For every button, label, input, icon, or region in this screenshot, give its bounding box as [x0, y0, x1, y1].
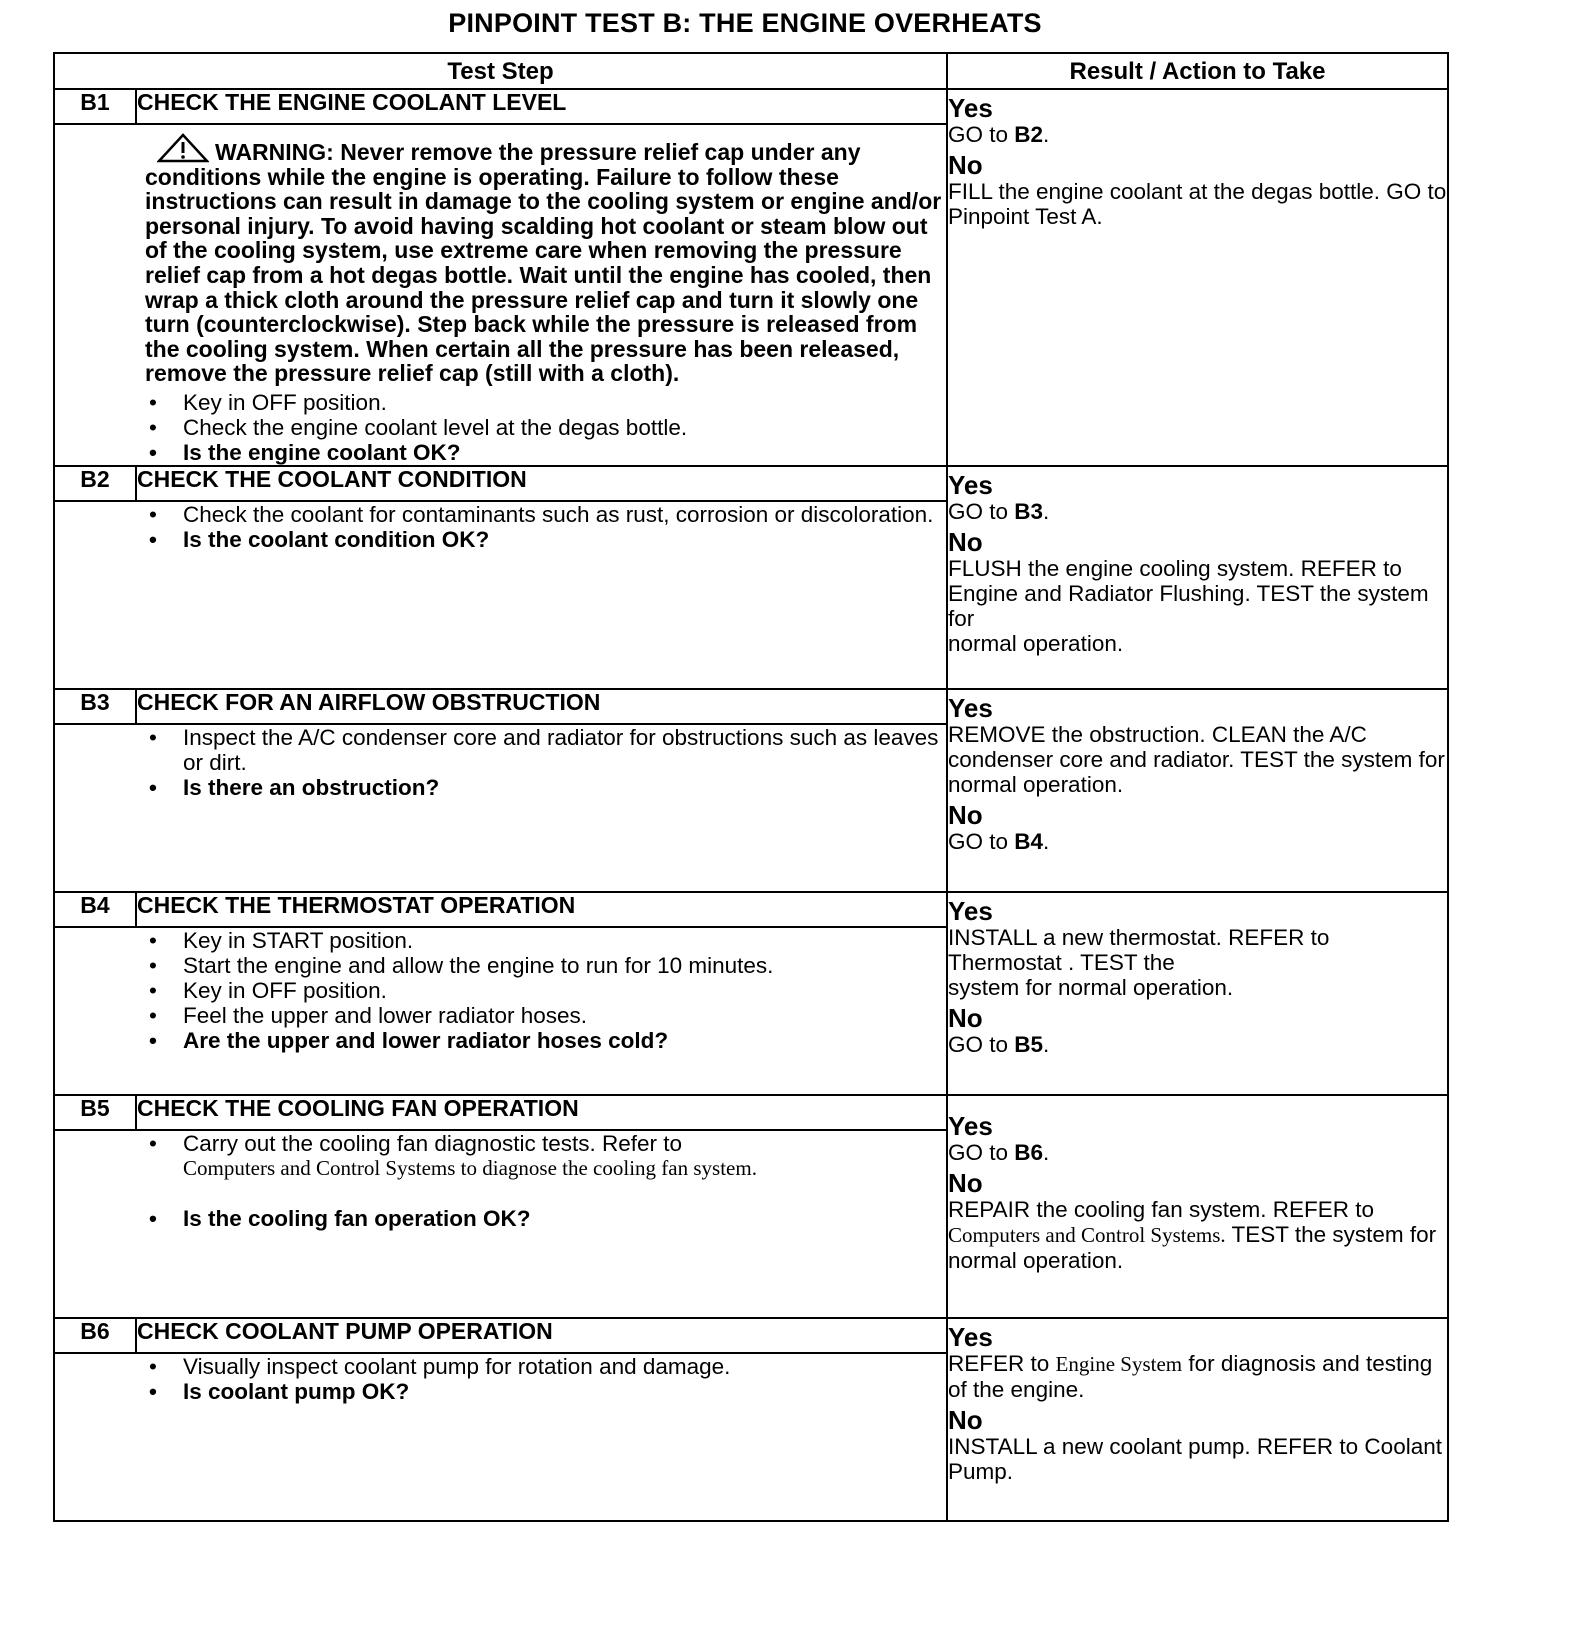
step-question: • Is coolant pump OK? [147, 1379, 946, 1404]
step-title: CHECK THE COOLANT CONDITION [136, 466, 947, 501]
step-b5-bullets [147, 1131, 946, 1181]
step-question: • Is the cooling fan operation OK? [147, 1206, 946, 1231]
yes-label: Yes [948, 692, 993, 723]
step-question: • Is the coolant condition OK? [147, 527, 946, 552]
step-question: • Is there an obstruction? [147, 775, 946, 800]
step-b4-result [947, 892, 1448, 1095]
no-action: GO to B4. [948, 828, 1050, 854]
yes-action: GO to B2. [948, 122, 1050, 147]
no-action: REPAIR the cooling fan system. REFER to Computers and Control Systems. TEST the system for normal operation. [948, 1196, 1437, 1273]
no-label: No [948, 1404, 983, 1435]
step-title: CHECK THE THERMOSTAT OPERATION [136, 892, 947, 927]
step-b5-result [947, 1095, 1448, 1318]
step-title: CHECK THE COOLING FAN OPERATION [136, 1095, 947, 1130]
step-id: B4 [54, 892, 136, 927]
page-title: PINPOINT TEST B: THE ENGINE OVERHEATS [448, 8, 1042, 38]
list-item: • Check the coolant for contaminants such as rust, corrosion or discoloration. [147, 502, 946, 527]
step-id: B6 [54, 1318, 136, 1353]
list-item: • Key in START position. [147, 928, 946, 953]
step-b5-title-row [54, 1095, 1448, 1130]
no-action: GO to B5. [948, 1031, 1050, 1057]
step-b5-body [54, 1130, 947, 1318]
step-b6-title-row [54, 1318, 1448, 1353]
yes-label: Yes [948, 895, 993, 926]
step-b1-title-row [54, 89, 1448, 124]
step-question: • Is the engine coolant OK? [147, 440, 946, 465]
list-item: • Key in OFF position. [147, 390, 946, 415]
no-label: No [948, 799, 983, 830]
step-id: B1 [54, 89, 136, 124]
step-b1-result [947, 89, 1448, 466]
step-id: B2 [54, 466, 136, 501]
no-action: FLUSH the engine cooling system. REFER to Engine and Radiator Flushing. TEST the system for normal operation. [948, 555, 1429, 656]
step-b5-question-list [147, 1206, 946, 1231]
warning-triangle-icon [157, 133, 209, 163]
step-b3-result [947, 689, 1448, 892]
step-b2-result [947, 466, 1448, 689]
yes-action: GO to B3. [948, 498, 1050, 524]
step-b3-title-row [54, 689, 1448, 724]
step-b2-bullets [147, 502, 946, 552]
yes-action: INSTALL a new thermostat. REFER to Thermostat . TEST the system for normal operation. [948, 924, 1330, 1000]
step-title: CHECK FOR AN AIRFLOW OBSTRUCTION [136, 689, 947, 724]
step-b1-bullets [147, 390, 946, 465]
step-b4-bullets [147, 928, 946, 1053]
no-label: No [948, 150, 983, 180]
list-item: • Feel the upper and lower radiator hoses. [147, 1003, 946, 1028]
step-b3-body [54, 724, 947, 892]
step-b6-result [947, 1318, 1448, 1521]
step-title: CHECK COOLANT PUMP OPERATION [136, 1318, 947, 1353]
no-label: No [948, 526, 983, 557]
step-b4-body [54, 927, 947, 1095]
no-label: No [948, 1167, 983, 1198]
list-item: • Visually inspect coolant pump for rotation and damage. [147, 1354, 946, 1379]
yes-label: Yes [948, 93, 993, 123]
header-row [54, 53, 1448, 89]
warning-text: WARNING: Never remove the pressure relief cap under any conditions while the engine is operating. Failure to follow these instructions can result in damage to the cooling system or engine and/or personal injury. To avoid having scalding hot coolant or steam blow out of the cooling system, use extreme care when removing the pressure relief cap from a hot degas bottle. Wait until the engine has cooled, then wrap a thick cloth around the pressure relief cap and turn it slowly one turn (counterclockwise). Step back while the pressure is released from the cooling system. When certain all the pressure has been released, remove the pressure relief cap (still with a cloth). [145, 125, 946, 386]
yes-action: REFER to Engine System for diagnosis and testing of the engine. [948, 1350, 1433, 1402]
step-b2-title-row [54, 466, 1448, 501]
step-b1-body [54, 124, 947, 466]
no-action: INSTALL a new coolant pump. REFER to Coolant Pump. [948, 1433, 1442, 1484]
header-test-step: Test Step [54, 53, 947, 89]
step-b2-body [54, 501, 947, 689]
header-result: Result / Action to Take [947, 53, 1448, 89]
yes-action: GO to B6. [948, 1139, 1050, 1165]
step-b3-bullets [147, 725, 946, 800]
yes-label: Yes [948, 1110, 993, 1141]
step-id: B5 [54, 1095, 136, 1130]
no-label: No [948, 1002, 983, 1033]
yes-label: Yes [948, 469, 993, 500]
list-item: • Key in OFF position. [147, 978, 946, 1003]
step-question: • Are the upper and lower radiator hoses cold? [147, 1028, 946, 1053]
list-item: • Check the engine coolant level at the degas bottle. [147, 415, 946, 440]
step-b4-title-row [54, 892, 1448, 927]
no-action: FILL the engine coolant at the degas bottle. GO to Pinpoint Test A. [948, 179, 1447, 229]
list-item: • Start the engine and allow the engine to run for 10 minutes. [147, 953, 946, 978]
list-item: • Inspect the A/C condenser core and radiator for obstructions such as leaves or dirt. [147, 725, 946, 775]
list-item: • Carry out the cooling fan diagnostic tests. Refer to Computers and Control Systems to diagnose the cooling fan system. [147, 1131, 946, 1181]
yes-label: Yes [948, 1321, 993, 1352]
step-b6-body [54, 1353, 947, 1521]
yes-action: REMOVE the obstruction. CLEAN the A/C condenser core and radiator. TEST the system for normal operation. [948, 721, 1445, 797]
step-title: CHECK THE ENGINE COOLANT LEVEL [136, 89, 947, 124]
pinpoint-test-table [53, 52, 1449, 1522]
step-b6-bullets [147, 1354, 946, 1404]
step-id: B3 [54, 689, 136, 724]
